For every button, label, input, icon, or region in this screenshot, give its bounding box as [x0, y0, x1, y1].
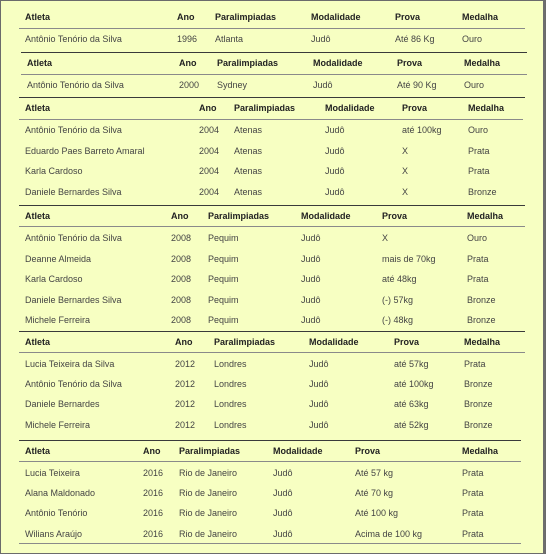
column-header-games: Paralimpiadas: [215, 12, 277, 22]
column-header-year: Ano: [177, 12, 195, 22]
column-header-sport: Modalidade: [309, 337, 359, 347]
cell-year: 2008: [171, 274, 192, 284]
column-header-athlete: Atleta: [25, 12, 51, 22]
header-underline: [19, 352, 525, 353]
column-header-medal: Medalha: [464, 58, 501, 68]
cell-games: Londres: [214, 379, 247, 390]
cell-athlete: Antônio Tenório da Silva: [25, 125, 122, 135]
cell-games: Pequim: [208, 233, 239, 243]
column-header-event: Prova: [382, 211, 408, 221]
table-header-row: [1, 53, 545, 73]
table-row: [1, 120, 545, 140]
cell-athlete: Michele Ferreira: [25, 419, 91, 430]
cell-sport: Judô: [273, 468, 293, 478]
cell-games: Atenas: [234, 166, 263, 176]
cell-athlete: Antônio Tenório da Silva: [25, 233, 122, 243]
cell-athlete: Daniele Bernardes Silva: [25, 294, 122, 305]
cell-year: 2016: [143, 468, 164, 478]
cell-athlete: Karla Cardoso: [25, 274, 83, 284]
cell-games: Atenas: [234, 125, 263, 135]
cell-year: 2012: [175, 399, 196, 410]
cell-medal: Ouro: [467, 233, 488, 243]
cell-medal: Bronze: [467, 315, 496, 325]
cell-event: X: [402, 166, 409, 176]
cell-athlete: Lucia Teixeira: [25, 468, 80, 478]
cell-medal: Prata: [467, 253, 489, 264]
cell-year: 2016: [143, 528, 164, 539]
table-row: [1, 415, 545, 435]
cell-athlete: Michele Ferreira: [25, 315, 91, 325]
column-header-sport: Modalidade: [313, 58, 363, 68]
cell-event: até 63kg: [394, 399, 429, 410]
column-header-event: Prova: [355, 446, 381, 456]
cell-year: 2004: [199, 145, 220, 156]
cell-games: Pequim: [208, 274, 239, 284]
cell-year: 2008: [171, 253, 192, 264]
cell-event: Até 100 kg: [355, 508, 399, 519]
cell-athlete: Antônio Tenório da Silva: [25, 379, 122, 390]
column-header-medal: Medalha: [464, 337, 501, 347]
cell-event: até 52kg: [394, 419, 429, 430]
column-header-medal: Medalha: [462, 12, 499, 22]
column-header-sport: Modalidade: [273, 446, 323, 456]
cell-sport: Judô: [309, 399, 329, 410]
cell-athlete: Daniele Bernardes: [25, 399, 100, 410]
column-header-event: Prova: [397, 58, 423, 68]
cell-year: 2016: [143, 508, 164, 519]
table-row: [1, 290, 545, 310]
cell-year: 2000: [179, 80, 200, 90]
cell-sport: Judô: [325, 166, 345, 176]
table-header-row: [1, 441, 545, 461]
cell-event: até 100kg: [402, 125, 442, 135]
table-header-row: [1, 206, 545, 226]
column-header-games: Paralimpiadas: [214, 337, 276, 347]
cell-medal: Prata: [462, 508, 484, 519]
table-row: [1, 29, 545, 49]
cell-athlete: Wilians Araújo: [25, 528, 83, 539]
header-underline: [19, 461, 521, 462]
cell-games: Londres: [214, 419, 247, 430]
cell-medal: Prata: [468, 166, 490, 176]
cell-year: 2012: [175, 419, 196, 430]
cell-sport: Judô: [325, 125, 345, 135]
table-row: [1, 524, 545, 544]
cell-sport: Judô: [311, 34, 331, 44]
cell-sport: Judô: [273, 508, 293, 519]
table-header-row: [1, 98, 545, 118]
column-header-year: Ano: [143, 446, 161, 456]
table-row: [1, 141, 545, 161]
cell-medal: Ouro: [464, 80, 485, 90]
cell-athlete: Daniele Bernardes Silva: [25, 186, 122, 197]
column-header-athlete: Atleta: [25, 211, 51, 221]
cell-medal: Prata: [462, 488, 484, 499]
table-row: [1, 503, 545, 523]
medal-table-2: [1, 53, 545, 97]
cell-athlete: Antônio Tenório: [25, 508, 88, 519]
column-header-sport: Modalidade: [325, 103, 375, 113]
medal-table-6: [1, 441, 545, 546]
cell-year: 2004: [199, 125, 220, 135]
cell-event: (-) 57kg: [382, 294, 414, 305]
cell-athlete: Lucia Teixeira da Silva: [25, 359, 115, 369]
column-header-games: Paralimpiadas: [208, 211, 270, 221]
table-row: [1, 374, 545, 394]
cell-athlete: Antônio Tenório da Silva: [27, 80, 124, 90]
cell-event: Até 70 kg: [355, 488, 394, 499]
table-row: [1, 269, 545, 289]
table-row: [1, 483, 545, 503]
column-header-year: Ano: [179, 58, 197, 68]
cell-year: 2012: [175, 359, 196, 369]
cell-athlete: Karla Cardoso: [25, 166, 83, 176]
table-row: [1, 182, 545, 202]
cell-athlete: Deanne Almeida: [25, 253, 92, 264]
cell-year: 1996: [177, 34, 198, 44]
column-header-year: Ano: [199, 103, 217, 113]
cell-year: 2008: [171, 294, 192, 305]
cell-games: Rio de Janeiro: [179, 468, 238, 478]
cell-medal: Prata: [462, 528, 484, 539]
cell-event: até 48kg: [382, 274, 417, 284]
table-row: [1, 310, 545, 330]
column-header-athlete: Atleta: [25, 337, 51, 347]
column-header-games: Paralimpiadas: [234, 103, 296, 113]
cell-games: Rio de Janeiro: [179, 508, 238, 519]
column-header-event: Prova: [402, 103, 428, 113]
cell-event: até 100kg: [394, 379, 434, 390]
cell-sport: Judô: [309, 419, 329, 430]
table-row: [1, 463, 545, 483]
table-row: [1, 249, 545, 269]
cell-event: X: [402, 186, 409, 197]
cell-event: Acima de 100 kg: [355, 528, 423, 539]
cell-games: Pequim: [208, 315, 239, 325]
cell-event: mais de 70kg: [382, 253, 436, 264]
column-header-athlete: Atleta: [27, 58, 53, 68]
cell-sport: Judô: [301, 294, 321, 305]
cell-games: Sydney: [217, 80, 248, 90]
cell-event: Até 90 Kg: [397, 80, 437, 90]
bottom-rule: [19, 543, 521, 544]
cell-sport: Judô: [325, 186, 345, 197]
medal-table-4: [1, 206, 545, 333]
cell-sport: Judô: [325, 145, 345, 156]
cell-year: 2004: [199, 186, 220, 197]
column-header-medal: Medalha: [467, 211, 504, 221]
cell-sport: Judô: [309, 359, 329, 369]
cell-event: Até 86 Kg: [395, 34, 435, 44]
cell-medal: Prata: [468, 145, 490, 156]
table-header-row: [1, 332, 545, 352]
cell-medal: Ouro: [462, 34, 483, 44]
cell-year: 2016: [143, 488, 164, 499]
cell-sport: Judô: [273, 528, 293, 539]
cell-medal: Prata: [462, 468, 484, 478]
medal-table-3: [1, 98, 545, 204]
cell-games: Rio de Janeiro: [179, 488, 238, 499]
cell-sport: Judô: [301, 274, 321, 284]
cell-games: Rio de Janeiro: [179, 528, 238, 539]
column-header-year: Ano: [175, 337, 193, 347]
column-header-year: Ano: [171, 211, 189, 221]
cell-event: (-) 48kg: [382, 315, 414, 325]
cell-games: Londres: [214, 359, 247, 369]
table-row: [1, 161, 545, 181]
cell-year: 2004: [199, 166, 220, 176]
cell-event: Até 57 kg: [355, 468, 394, 478]
cell-sport: Judô: [313, 80, 333, 90]
column-header-athlete: Atleta: [25, 446, 51, 456]
cell-sport: Judô: [301, 233, 321, 243]
column-header-games: Paralimpiadas: [179, 446, 241, 456]
cell-medal: Bronze: [468, 186, 497, 197]
cell-event: até 57kg: [394, 359, 429, 369]
cell-games: Londres: [214, 399, 247, 410]
column-header-athlete: Atleta: [25, 103, 51, 113]
cell-sport: Judô: [301, 253, 321, 264]
cell-games: Atlanta: [215, 34, 244, 44]
cell-games: Atenas: [234, 145, 263, 156]
cell-year: 2012: [175, 379, 196, 390]
cell-sport: Judô: [301, 315, 321, 325]
column-header-games: Paralimpiadas: [217, 58, 279, 68]
column-header-medal: Medalha: [462, 446, 499, 456]
cell-sport: Judô: [309, 379, 329, 390]
table-row: [1, 354, 545, 374]
cell-games: Pequim: [208, 253, 239, 264]
header-underline: [19, 226, 525, 227]
column-header-event: Prova: [395, 12, 421, 22]
column-header-event: Prova: [394, 337, 420, 347]
cell-medal: Ouro: [468, 125, 489, 135]
table-row: [1, 228, 545, 248]
table-row: [1, 394, 545, 414]
cell-medal: Prata: [464, 359, 486, 369]
cell-games: Atenas: [234, 186, 263, 197]
medal-table-1: [1, 7, 545, 51]
cell-year: 2008: [171, 233, 192, 243]
cell-medal: Bronze: [467, 294, 496, 305]
cell-athlete: Alana Maldonado: [25, 488, 96, 499]
cell-medal: Bronze: [464, 419, 493, 430]
column-header-sport: Modalidade: [311, 12, 361, 22]
cell-event: X: [402, 145, 409, 156]
table-row: [1, 75, 545, 95]
medal-table-5: [1, 332, 545, 437]
cell-medal: Prata: [467, 274, 489, 284]
cell-medal: Bronze: [464, 379, 493, 390]
cell-athlete: Eduardo Paes Barreto Amaral: [25, 145, 145, 156]
cell-event: X: [382, 233, 389, 243]
cell-sport: Judô: [273, 488, 293, 499]
cell-medal: Bronze: [464, 399, 493, 410]
table-header-row: [1, 7, 545, 27]
cell-year: 2008: [171, 315, 192, 325]
cell-games: Pequim: [208, 294, 239, 305]
cell-athlete: Antônio Tenório da Silva: [25, 34, 122, 44]
column-header-sport: Modalidade: [301, 211, 351, 221]
column-header-medal: Medalha: [468, 103, 505, 113]
